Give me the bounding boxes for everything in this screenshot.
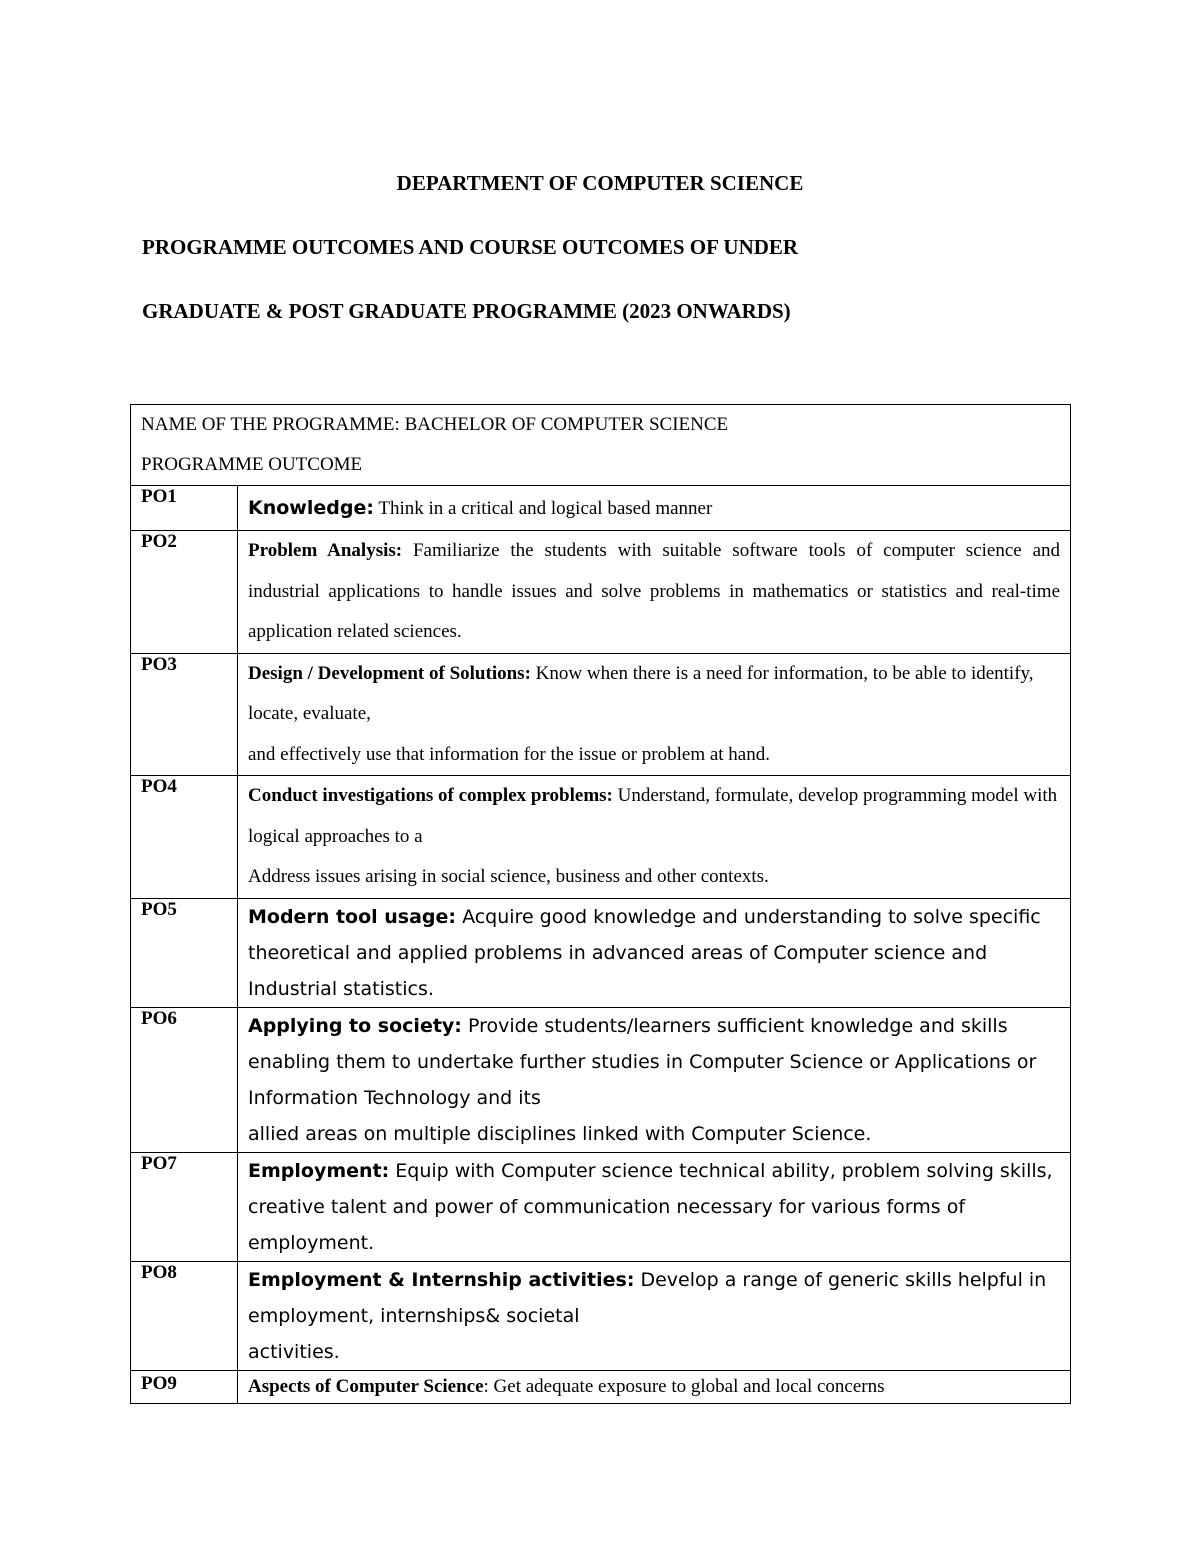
po-text: Know when there is a need for information, to be able to identify, locate, evaluate, <box>248 662 1034 724</box>
table-row <box>131 1152 1071 1261</box>
po-title: Knowledge: <box>248 497 374 519</box>
po-text: activities. <box>248 1340 340 1363</box>
document-title-line-2: GRADUATE & POST GRADUATE PROGRAMME (2023 ONWARDS) <box>142 299 791 323</box>
document-title-line-1: PROGRAMME OUTCOMES AND COURSE OUTCOMES OF UNDER <box>142 235 799 259</box>
po-description <box>238 653 1071 776</box>
programme-header-cell <box>131 405 1071 486</box>
po-title: Conduct investigations of complex problems: <box>248 785 613 806</box>
section-label: PROGRAMME OUTCOME <box>141 454 363 475</box>
po-code: PO3 <box>131 653 238 776</box>
po-title: Aspects of Computer Science <box>248 1375 484 1397</box>
table-row <box>131 776 1071 899</box>
po-text: Understand, formulate, develop programming model with logical approaches to a <box>248 785 1058 847</box>
po-text: Think in a critical and logical based manner <box>373 498 713 519</box>
po-code: PO2 <box>131 531 238 654</box>
po-description <box>238 531 1071 654</box>
po-description <box>238 898 1071 1007</box>
table-row <box>131 1370 1071 1403</box>
table-row <box>131 486 1071 531</box>
po-text: Address issues arising in social science, business and other contexts. <box>248 866 769 887</box>
po-title: Applying to society: <box>248 1014 462 1037</box>
programme-name: NAME OF THE PROGRAMME: BACHELOR OF COMPUTER SCIENCE <box>141 414 729 435</box>
po-text: Develop a range of generic skills helpful in employment, internships& societal <box>248 1268 1047 1327</box>
table-row <box>131 1261 1071 1370</box>
po-description <box>238 1370 1071 1403</box>
po-code: PO1 <box>131 486 238 531</box>
po-text: Equip with Computer science technical ability, problem solving skills, creative talent and power of communication necessary for various forms of employment. <box>248 1159 1053 1254</box>
programme-header-row <box>131 405 1071 486</box>
po-text: Provide students/learners sufficient knowledge and skills enabling them to undertake further studies in Computer Science or Applications or Information Technology and its <box>248 1014 1037 1109</box>
table-row <box>131 653 1071 776</box>
po-title: Design / Development of Solutions: <box>248 662 531 684</box>
po-code: PO4 <box>131 776 238 899</box>
programme-outcomes-table <box>130 404 1071 1404</box>
po-description <box>238 486 1071 531</box>
po-text: allied areas on multiple disciplines linked with Computer Science. <box>248 1122 872 1145</box>
po-description <box>238 1261 1071 1370</box>
po-code: PO6 <box>131 1007 238 1152</box>
po-description <box>238 776 1071 899</box>
table-row <box>131 898 1071 1007</box>
po-description <box>238 1152 1071 1261</box>
po-text: : Get adequate exposure to global and local concerns <box>483 1375 885 1397</box>
po-code: PO9 <box>131 1370 238 1403</box>
table-row <box>131 531 1071 654</box>
po-text: Acquire good knowledge and understanding to solve specific theoretical and applied problems in advanced areas of Computer science and Industrial statistics. <box>248 905 1041 1000</box>
po-code: PO7 <box>131 1152 238 1261</box>
department-heading: DEPARTMENT OF COMPUTER SCIENCE <box>396 171 804 195</box>
po-description <box>238 1007 1071 1152</box>
po-title: Employment & Internship activities: <box>248 1268 635 1291</box>
po-title: Problem Analysis: <box>248 540 403 561</box>
po-title: Modern tool usage: <box>248 905 457 928</box>
po-code: PO5 <box>131 898 238 1007</box>
po-text: Familiarize the students with suitable software tools of computer science and industrial applications to handle issues and solve problems in mathematics or statistics and real-time application related sciences. <box>248 540 1061 642</box>
po-code: PO8 <box>131 1261 238 1370</box>
po-text: and effectively use that information for the issue or problem at hand. <box>248 743 770 765</box>
po-title: Employment: <box>248 1159 390 1182</box>
table-row <box>131 1007 1071 1152</box>
